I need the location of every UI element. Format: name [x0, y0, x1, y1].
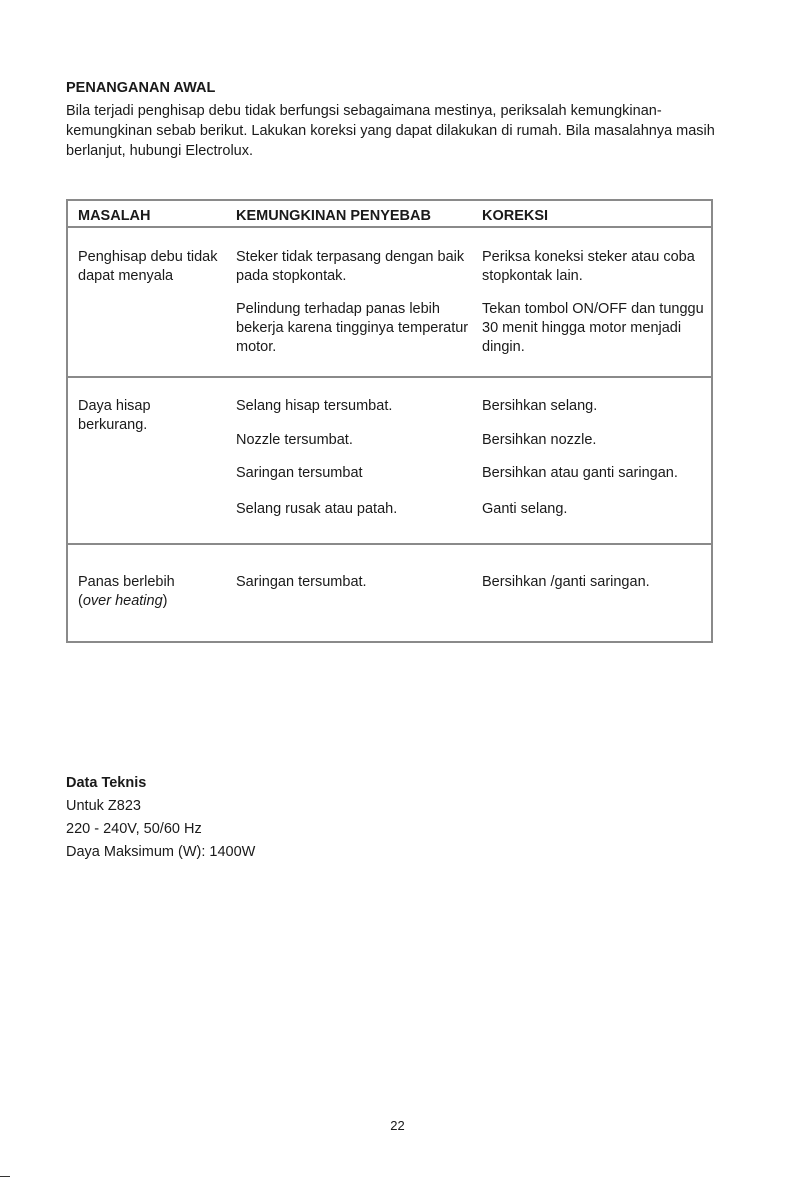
- cause-cell: Pelindung terhadap panas lebih bekerja karena tingginya temperatur motor.: [236, 301, 469, 355]
- fix-cell: Bersihkan /ganti saringan.: [482, 574, 650, 590]
- header-masalah: MASALAH: [78, 208, 151, 224]
- cause-cell: Nozzle tersumbat.: [236, 432, 353, 448]
- problem-cell: Daya hisap berkurang.: [78, 398, 151, 433]
- troubleshooting-table: [66, 199, 713, 643]
- technical-data-title: Data Teknis: [66, 775, 147, 791]
- problem-cell: Penghisap debu tidak dapat menyala: [78, 249, 218, 284]
- intro-paragraph: Bila terjadi penghisap debu tidak berfungsi sebagaimana mestinya, periksalah kemungkinan-kemungkinan sebab berikut. Lakukan koreksi yang dapat dilakukan di rumah. Bila masalahnya masih berlanjut, hubungi Electrolux.: [66, 103, 715, 159]
- page-number: 22: [390, 1118, 405, 1133]
- cause-cell: Selang rusak atau patah.: [236, 501, 398, 517]
- cause-cell: Saringan tersumbat.: [236, 574, 367, 590]
- header-koreksi: KOREKSI: [482, 208, 549, 224]
- technical-power: Daya Maksimum (W): 1400W: [66, 844, 256, 860]
- cause-cell: Steker tidak terpasang dengan baik pada stopkontak.: [236, 249, 465, 284]
- technical-voltage: 220 - 240V, 50/60 Hz: [66, 821, 202, 837]
- fix-cell: Bersihkan nozzle.: [482, 432, 597, 448]
- table-header: [68, 201, 711, 228]
- table-row: [68, 378, 711, 545]
- header-penyebab: KEMUNGKINAN PENYEBAB: [236, 208, 431, 224]
- cause-cell: Saringan tersumbat: [236, 465, 363, 481]
- crop-mark: [0, 1176, 10, 1177]
- table-row: [68, 545, 711, 641]
- fix-cell: Tekan tombol ON/OFF dan tunggu 30 menit hingga motor menjadi dingin.: [482, 301, 704, 355]
- fix-cell: Bersihkan atau ganti saringan.: [482, 465, 678, 481]
- problem-cell: [78, 573, 233, 611]
- problem-italic-text: over heating: [82, 593, 163, 609]
- fix-cell: Periksa koneksi steker atau coba stopkontak lain.: [482, 249, 695, 284]
- problem-italic-note: (over heating): [78, 593, 168, 609]
- section-title: PENANGANAN AWAL: [66, 80, 216, 96]
- table-row: [68, 228, 711, 378]
- cause-cell: Selang hisap tersumbat.: [236, 398, 393, 414]
- technical-model: Untuk Z823: [66, 798, 141, 814]
- fix-cell: Bersihkan selang.: [482, 398, 598, 414]
- technical-data: [66, 772, 255, 864]
- problem-text: Panas berlebih: [78, 574, 175, 590]
- fix-cell: Ganti selang.: [482, 501, 568, 517]
